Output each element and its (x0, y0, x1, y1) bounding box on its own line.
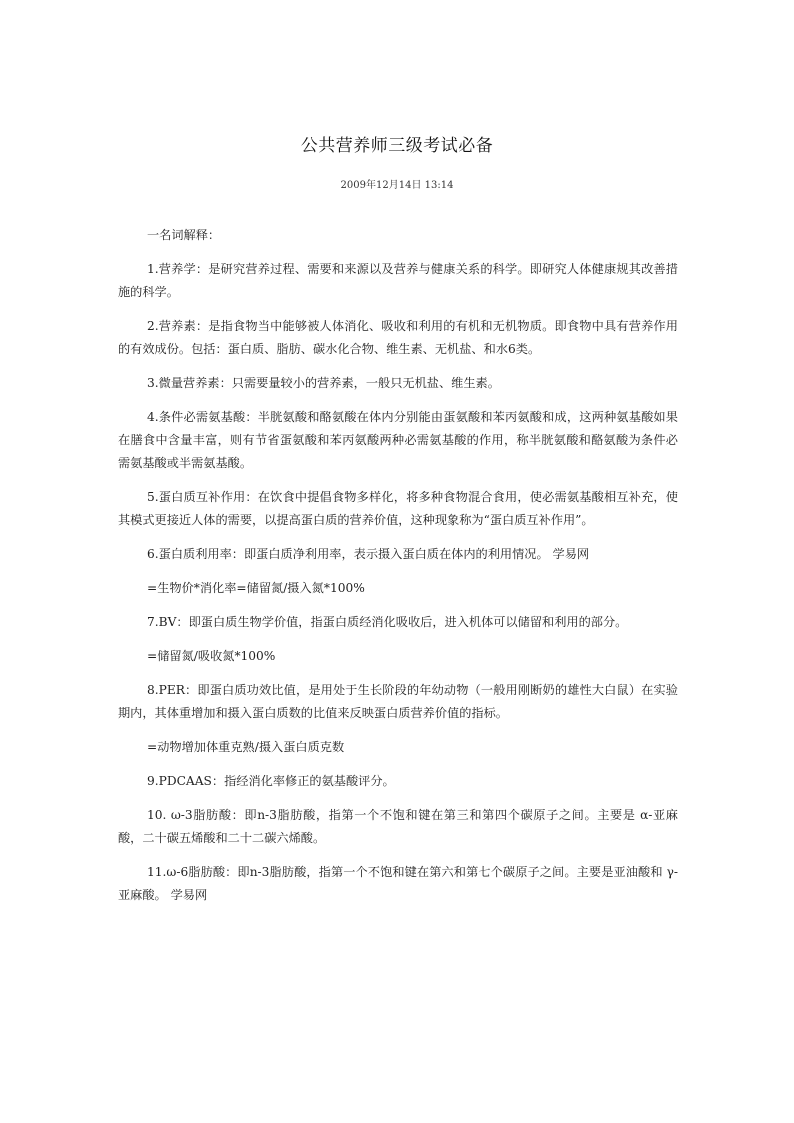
page-title: 公共营养师三级考试必备 (300, 136, 494, 156)
formula: =生物价*消化率=储留氮/摄入氮*100% (147, 581, 365, 595)
paragraph: 2.营养素：是指食物当中能够被人体消化、吸收和利用的有机和无机物质。即食物中具有营养作用的有效成份。包括：蛋白质、脂肪、碳水化合物、维生素、无机盐、和水6类。 (118, 319, 678, 356)
paragraph: 10. ω-3脂肪酸：即n-3脂肪酸，指第一个不饱和键在第三和第四个碳原子之间。主要是 α-亚麻酸，二十碳五烯酸和二十二碳六烯酸。 (118, 808, 678, 845)
paragraph: 4.条件必需氨基酸：半胱氨酸和酪氨酸在体内分别能由蛋氨酸和苯丙氨酸和成，这两种氨基酸如果在膳食中含量丰富，则有节省蛋氨酸和苯丙氨酸两种必需氨基酸的作用，称半胱氨酸和酪氨酸为条件必需氨基酸或半需氨基酸。 (118, 410, 678, 470)
formula: =动物增加体重克熟/摄入蛋白质克数 (147, 740, 345, 754)
paragraph: 3.微量营养素：只需要量较小的营养素，一般只无机盐、维生素。 (147, 376, 500, 390)
paragraph: 1.营养学：是研究营养过程、需要和来源以及营养与健康关系的科学。即研究人体健康规其改善措施的科学。 (118, 262, 678, 299)
section-heading: 一名词解释： (147, 228, 221, 242)
paragraph: 6.蛋白质利用率：即蛋白质净利用率，表示摄入蛋白质在体内的利用情况。 学易网 (147, 547, 590, 561)
paragraph: 11.ω-6脂肪酸：即n-3脂肪酸，指第一个不饱和键在第六和第七个碳原子之间。主要是亚油酸和 γ-亚麻酸。 学易网 (118, 865, 678, 902)
paragraph: 5.蛋白质互补作用：在饮食中提倡食物多样化，将多种食物混合食用，使必需氨基酸相互补充，使其模式更接近人体的需要，以提高蛋白质的营养价值，这种现象称为“蛋白质互补作用”。 (118, 490, 678, 527)
article-body (118, 224, 678, 918)
paragraph: 8.PER：即蛋白质功效比值，是用处于生长阶段的年幼动物（一般用刚断奶的雄性大白鼠）在实验期内，其体重增加和摄入蛋白质数的比值来反映蛋白质营养价值的指标。 (118, 683, 678, 720)
post-date: 2009年12月14日 13:14 (340, 180, 454, 191)
paragraph: 9.PDCAAS：指经消化率修正的氨基酸评分。 (147, 774, 395, 788)
paragraph: 7.BV：即蛋白质生物学价值，指蛋白质经消化吸收后，进入机体可以储留和利用的部分。 (147, 615, 628, 629)
formula: =储留氮/吸收氮*100% (147, 649, 276, 663)
